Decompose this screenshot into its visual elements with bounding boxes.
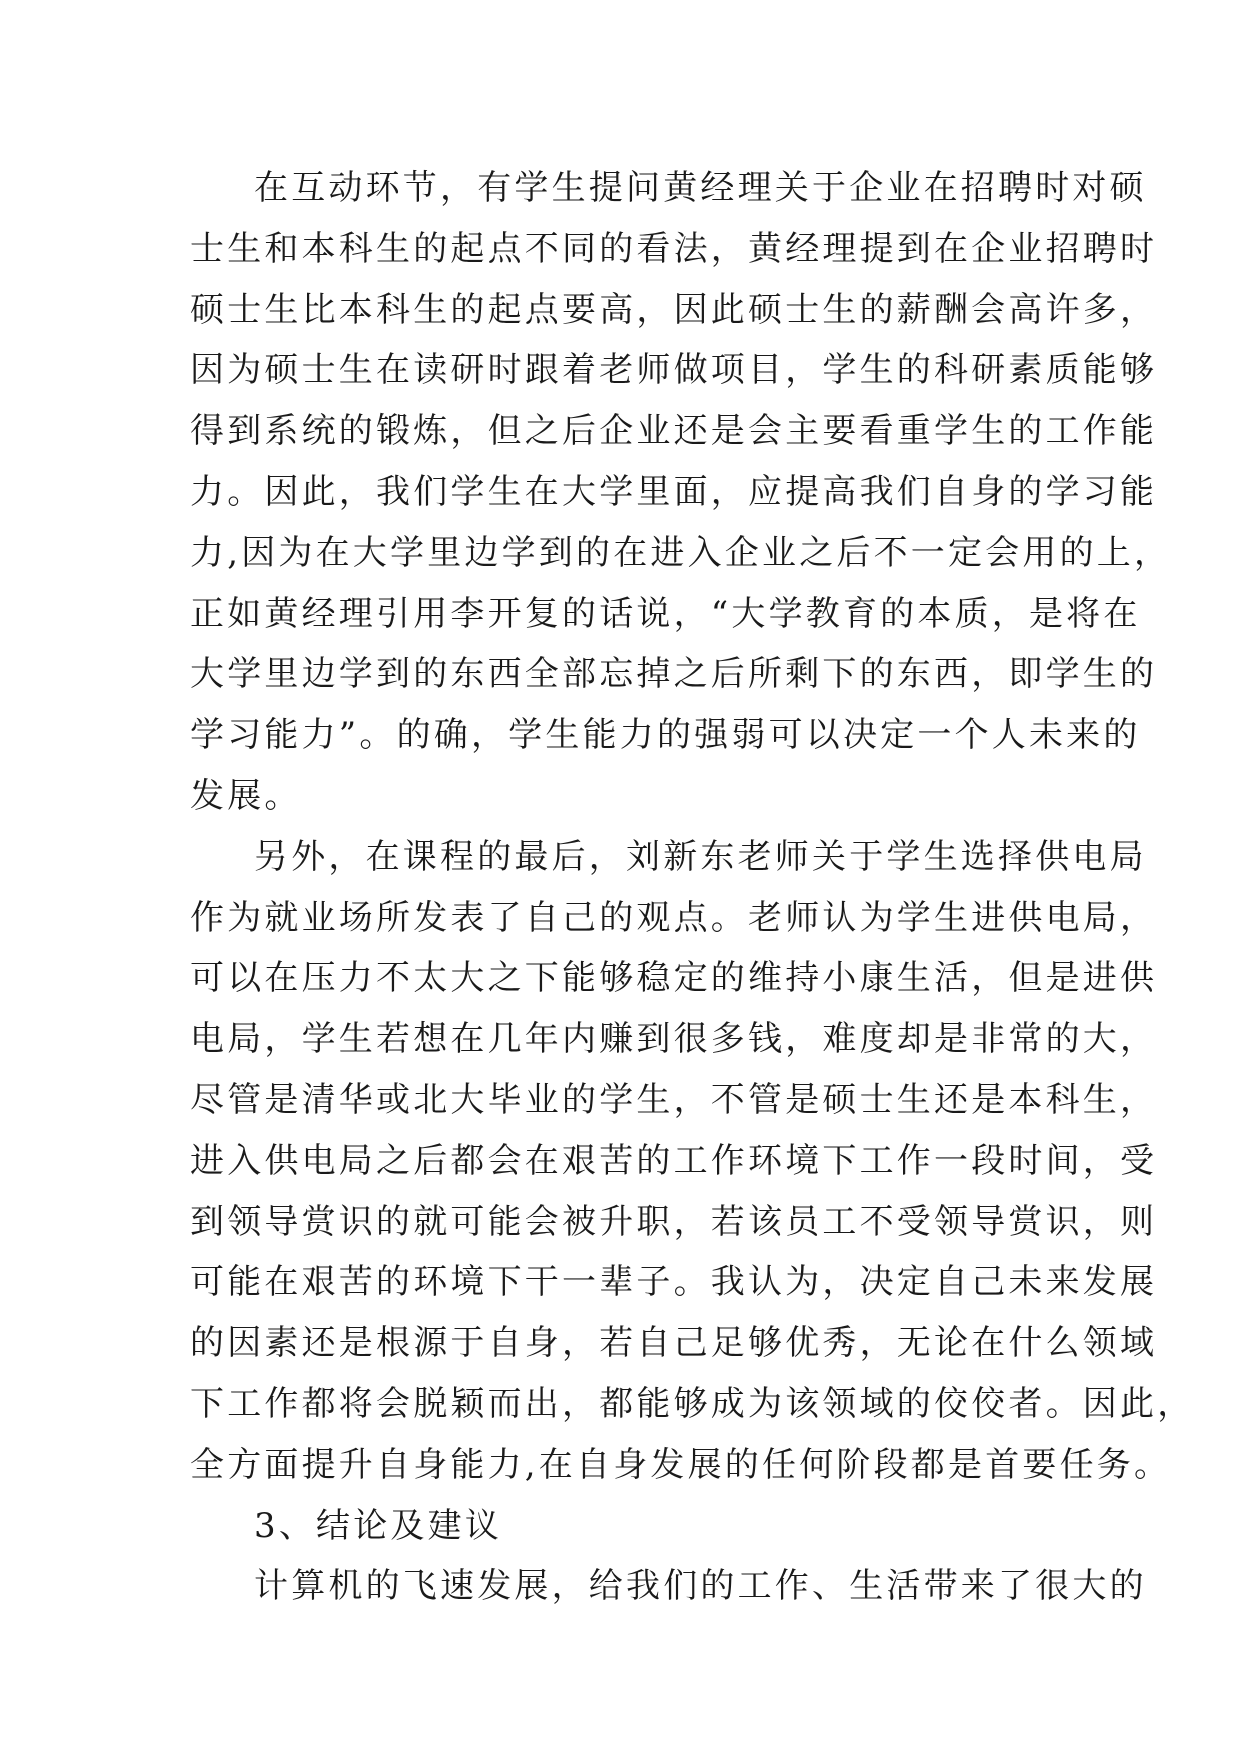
paragraph-line: 作为就业场所发表了自己的观点。老师认为学生进供电局， (190, 897, 1158, 938)
paragraph-line: 计算机的飞速发展，给我们的工作、生活带来了很大的 (254, 1566, 1147, 1607)
paragraph-line: 可以在压力不太大之下能够稳定的维持小康生活，但是进供 (190, 958, 1158, 999)
paragraph-line: 因为硕士生在读研时跟着老师做项目，学生的科研素质能够 (190, 350, 1158, 391)
paragraph-line: 发展。 (190, 775, 302, 816)
paragraph-line: 大学里边学到的东西全部忘掉之后所剩下的东西，即学生的 (190, 654, 1158, 695)
section-heading: 3、结论及建议 (254, 1505, 503, 1546)
paragraph-line: 得到系统的锻炼，但之后企业还是会主要看重学生的工作能 (190, 411, 1158, 452)
paragraph-line: 下工作都将会脱颖而出，都能够成为该领域的佼佼者。因此， (190, 1383, 1195, 1424)
paragraph-line: 可能在艰苦的环境下干一辈子。我认为，决定自己未来发展 (190, 1262, 1158, 1303)
paragraph-line: 尽管是清华或北大毕业的学生，不管是硕士生还是本科生， (190, 1079, 1158, 1120)
paragraph-line: 电局，学生若想在几年内赚到很多钱，难度却是非常的大， (190, 1019, 1158, 1060)
body-text (190, 158, 1195, 1617)
paragraph-line: 另外，在课程的最后，刘新东老师关于学生选择供电局 (254, 836, 1147, 877)
paragraph-line: 到领导赏识的就可能会被升职，若该员工不受领导赏识，则 (190, 1201, 1158, 1242)
paragraph-line: 的因素还是根源于自身，若自己足够优秀，无论在什么领域 (190, 1323, 1158, 1364)
paragraph-line: 进入供电局之后都会在艰苦的工作环境下工作一段时间，受 (190, 1140, 1158, 1181)
paragraph-line: 学习能力”。的确，学生能力的强弱可以决定一个人未来的 (190, 715, 1141, 756)
paragraph-line: 正如黄经理引用李开复的话说，“大学教育的本质，是将在 (190, 593, 1141, 634)
paragraph-line: 硕士生比本科生的起点要高，因此硕士生的薪酬会高许多， (190, 289, 1158, 330)
paragraph-line: 在互动环节，有学生提问黄经理关于企业在招聘时对硕 (254, 168, 1147, 208)
paragraph-line: 力,因为在大学里边学到的在进入企业之后不一定会用的上， (190, 532, 1172, 573)
paragraph-line: 力。因此，我们学生在大学里面，应提高我们自身的学习能 (190, 471, 1158, 512)
paragraph-line: 士生和本科生的起点不同的看法，黄经理提到在企业招聘时 (190, 228, 1158, 269)
paragraph-line: 全方面提升自身能力,在自身发展的任何阶段都是首要任务。 (190, 1444, 1172, 1485)
